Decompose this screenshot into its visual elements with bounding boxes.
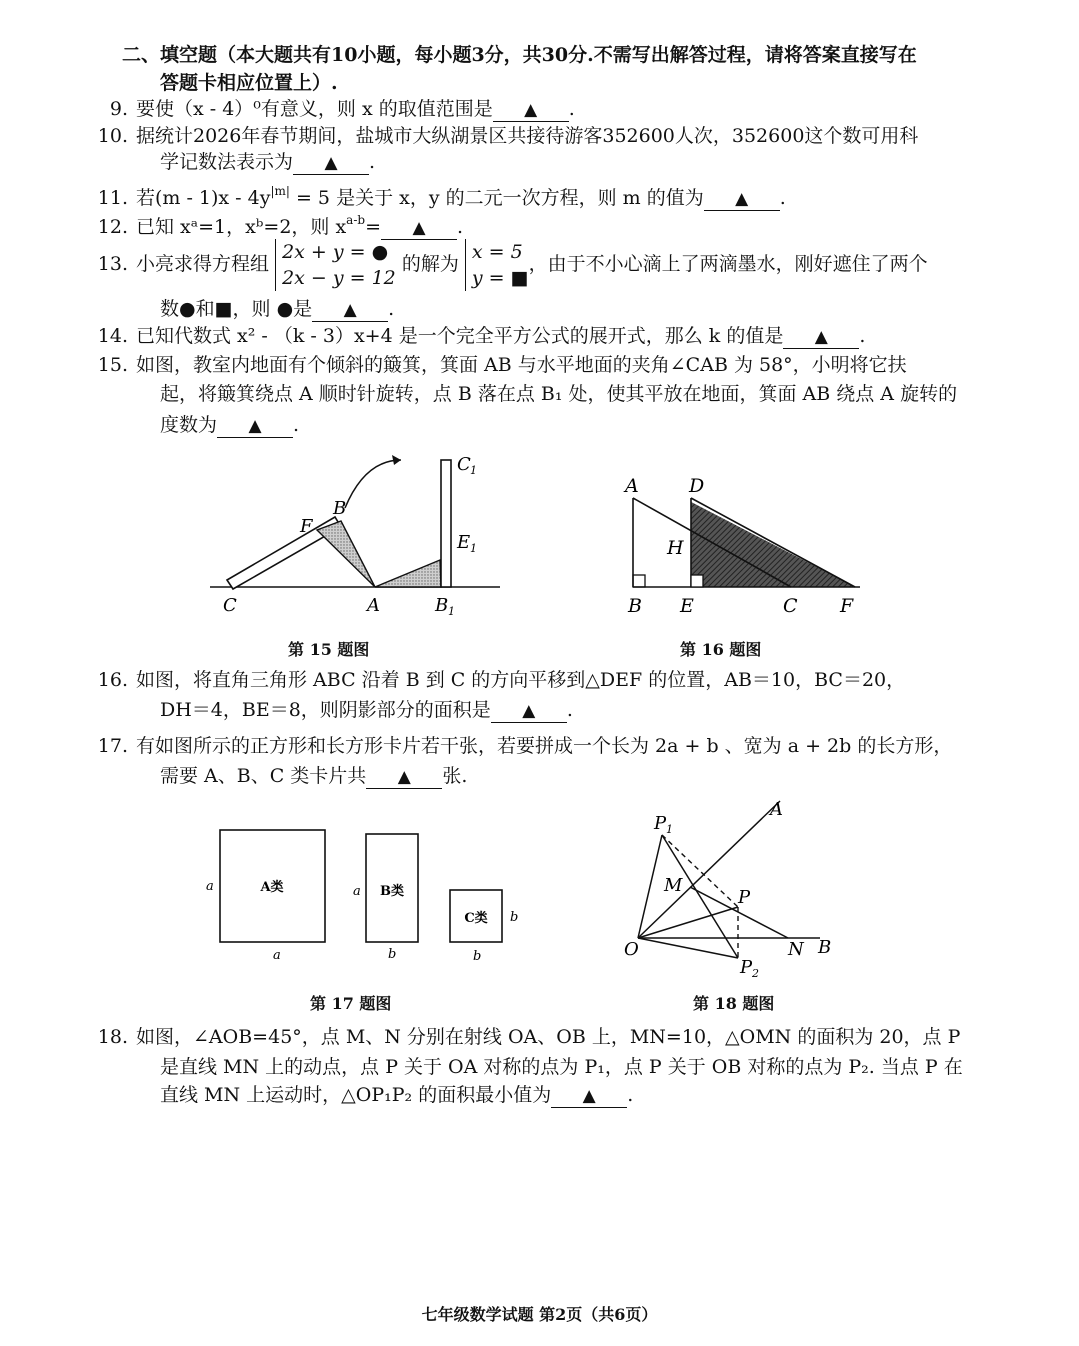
triangle-mark: ▲ <box>814 327 828 347</box>
exponent: a-b <box>346 213 366 227</box>
segment-OP1 <box>638 835 662 938</box>
question-text: 直线 MN 上运动时，△OP₁P₂ 的面积最小值为 <box>160 1084 552 1106</box>
question-text: 数●和■，则 ●是 <box>160 298 313 320</box>
label-B1: B <box>435 595 449 616</box>
question-10 <box>88 123 918 149</box>
question-18-cont1: 是直线 MN 上的动点，点 P 关于 OA 对称的点为 P₁，点 P 关于 OB 对称的点为 P₂. 当点 P 在 <box>160 1056 963 1078</box>
question-17 <box>88 733 952 759</box>
figure-18-caption: 第 18 题图 <box>693 994 775 1013</box>
question-text: 小亮求得方程组 <box>136 253 270 275</box>
triangle-mark: ▲ <box>524 100 538 120</box>
question-15-cont1: 起，将簸箕绕点 A 顺时针旋转，点 B 落在点 B₁ 处，使其平放在地面，箕面 AB 绕点 A 旋转的 <box>160 383 958 405</box>
period: . <box>369 151 376 173</box>
label-F: F <box>300 516 313 537</box>
question-text: 度数为 <box>160 414 218 436</box>
section-heading: 二、填空题（本大题共有10小题，每小题3分，共30分.不需写出解答过程，请将答案直接写在 <box>122 44 917 66</box>
question-number: 12. <box>97 216 128 238</box>
question-number: 16. <box>97 669 128 691</box>
label-A: A <box>625 475 639 497</box>
label-F: F <box>840 595 854 617</box>
question-text: 要使（x - 4）⁰有意义，则 x 的取值范围是 <box>136 98 493 120</box>
card-A-bottom-label: a <box>273 948 281 963</box>
label-C: C <box>223 595 237 616</box>
solution-system <box>465 239 529 291</box>
question-9 <box>88 96 575 122</box>
brace <box>275 239 396 291</box>
arrow-head-icon <box>392 455 401 465</box>
exponent: |m| <box>270 184 290 198</box>
brace <box>465 239 529 291</box>
upright-board <box>441 460 451 587</box>
question-15 <box>88 352 907 378</box>
question-text: DH＝4，BE＝8，则阴影部分的面积是 <box>160 699 491 721</box>
period: . <box>388 298 395 320</box>
question-number: 18. <box>97 1026 128 1048</box>
question-text: 已知代数式 x² - （k - 3）x+4 是一个完全平方公式的展开式，那么 k 的值是 <box>136 325 784 347</box>
question-10-cont <box>160 149 375 175</box>
right-angle-B <box>633 575 645 587</box>
equation-system <box>275 239 396 291</box>
triangle-mark: ▲ <box>412 218 426 238</box>
question-16-cont <box>160 697 573 723</box>
label-B: B <box>628 595 642 617</box>
answer-blank[interactable] <box>551 1084 627 1108</box>
label-N: N <box>788 939 804 960</box>
page-footer: 七年级数学试题 第2页（共6页） <box>421 1305 658 1324</box>
question-text-mid: = 5 是关于 x，y 的二元一次方程，则 m 的值为 <box>289 187 704 209</box>
figure-17 <box>200 820 530 970</box>
answer-blank[interactable] <box>493 98 569 122</box>
period: . <box>566 699 573 721</box>
question-text-post: ，由于不小心滴上了两滴墨水，刚好遮住了两个 <box>528 253 928 275</box>
question-number: 14. <box>97 325 128 347</box>
figure-16 <box>615 470 870 620</box>
card-C-side-label: b <box>510 910 519 925</box>
figure-18 <box>620 795 845 980</box>
question-13-cont <box>160 296 394 322</box>
figure-16-caption: 第 16 题图 <box>680 640 762 659</box>
question-text: 有如图所示的正方形和长方形卡片若干张，若要拼成一个长为 2a + b 、宽为 a + 2b 的长方形， <box>136 735 953 757</box>
answer-blank[interactable] <box>491 699 567 723</box>
unit-text: 张. <box>442 765 468 787</box>
question-18 <box>88 1024 960 1050</box>
question-text: 如图，教室内地面有个倾斜的簸箕，箕面 AB 与水平地面的夹角∠CAB 为 58°，小明将它扶 <box>136 354 907 376</box>
label-P: P <box>738 887 751 908</box>
triangle-mark: ▲ <box>343 300 357 320</box>
question-16 <box>88 667 905 693</box>
period: . <box>568 98 575 120</box>
question-13 <box>88 236 928 292</box>
card-C-bottom-label: b <box>473 949 482 964</box>
triangle-mark: ▲ <box>324 153 338 173</box>
period: . <box>627 1084 634 1106</box>
label-C: C <box>783 595 798 617</box>
label-P2-sub: 2 <box>752 967 759 980</box>
label-A: A <box>367 595 380 616</box>
figure-15-caption: 第 15 题图 <box>288 640 370 659</box>
answer-blank[interactable] <box>704 187 780 211</box>
label-E1: E <box>457 532 471 553</box>
triangle-mark: ▲ <box>522 701 536 721</box>
card-B-side-label: a <box>353 884 361 899</box>
period: . <box>456 216 464 238</box>
question-number: 9. <box>109 98 128 120</box>
label-D: D <box>689 475 705 497</box>
label-P1-sub: 1 <box>666 823 673 836</box>
triangle-mark: ▲ <box>397 767 411 787</box>
label-B1-sub: 1 <box>448 605 455 618</box>
question-text-mid: = <box>365 216 381 238</box>
dustpan-side-shaded <box>317 521 375 587</box>
label-C1-sub: 1 <box>470 464 477 477</box>
question-number: 15. <box>97 354 128 376</box>
segment-OP2 <box>638 938 738 958</box>
answer-blank[interactable] <box>783 325 859 349</box>
label-P2: P <box>740 957 753 978</box>
figure-17-caption: 第 17 题图 <box>310 994 392 1013</box>
triangle-mark: ▲ <box>582 1086 596 1106</box>
question-text: 若(m - 1)x - 4y <box>136 187 271 209</box>
card-C-label: C类 <box>464 911 488 926</box>
label-B: B <box>333 498 347 519</box>
question-text: 如图，∠AOB=45°，点 M、N 分别在射线 OA、OB 上，MN=10，△OMN 的面积为 20，点 P <box>136 1026 961 1048</box>
solution-1: x = 5 <box>471 241 523 263</box>
label-P1: P <box>654 813 667 834</box>
section-heading-cont: 答题卡相应位置上）. <box>160 72 338 94</box>
solution-2: y = ■ <box>471 267 529 289</box>
label-E1-sub: 1 <box>470 542 477 555</box>
card-B-label: B类 <box>380 884 404 899</box>
answer-blank[interactable] <box>312 298 388 322</box>
question-number: 17. <box>97 735 128 757</box>
label-C1: C <box>457 454 471 475</box>
question-text: 学记数法表示为 <box>160 151 294 173</box>
card-A-side-label: a <box>206 879 214 894</box>
answer-blank[interactable] <box>293 151 369 175</box>
question-number: 10. <box>97 125 128 147</box>
triangle-mark: ▲ <box>735 189 749 209</box>
rotation-arrow <box>345 460 401 508</box>
question-text: 如图，将直角三角形 ABC 沿着 B 到 C 的方向平移到△DEF 的位置，AB＝10，BC＝20， <box>136 669 906 691</box>
rotated-side-shaded <box>375 560 441 587</box>
question-text-mid: 的解为 <box>401 253 459 275</box>
question-number: 13. <box>97 253 128 275</box>
label-E: E <box>680 595 694 617</box>
label-M: M <box>664 875 683 896</box>
figure-15 <box>205 448 505 620</box>
label-H: H <box>667 537 684 559</box>
card-B-bottom-label: b <box>388 947 397 962</box>
question-number: 11. <box>97 187 128 209</box>
question-text: 据统计2026年春节期间，盐城市大纵湖景区共接待游客352600人次，352600这个数可用科 <box>136 125 919 147</box>
question-17-cont <box>160 763 467 789</box>
answer-blank[interactable] <box>217 414 293 438</box>
equation-2: 2x − y = 12 <box>282 267 396 289</box>
question-14 <box>88 323 865 349</box>
label-B: B <box>818 937 832 958</box>
period: . <box>293 414 300 436</box>
equation-1: 2x + y = ● <box>282 241 389 263</box>
question-text: 需要 A、B、C 类卡片共 <box>160 765 367 787</box>
label-O: O <box>624 939 639 960</box>
card-A-label: A类 <box>260 880 284 895</box>
triangle-mark: ▲ <box>248 416 262 436</box>
right-angle-E <box>691 575 703 587</box>
period: . <box>859 325 866 347</box>
period: . <box>779 187 786 209</box>
answer-blank[interactable] <box>366 765 442 789</box>
question-15-cont2 <box>160 412 299 438</box>
label-A: A <box>770 799 783 820</box>
question-18-cont2 <box>160 1082 633 1108</box>
question-text: 已知 xᵃ=1，xᵇ=2，则 x <box>136 216 347 238</box>
